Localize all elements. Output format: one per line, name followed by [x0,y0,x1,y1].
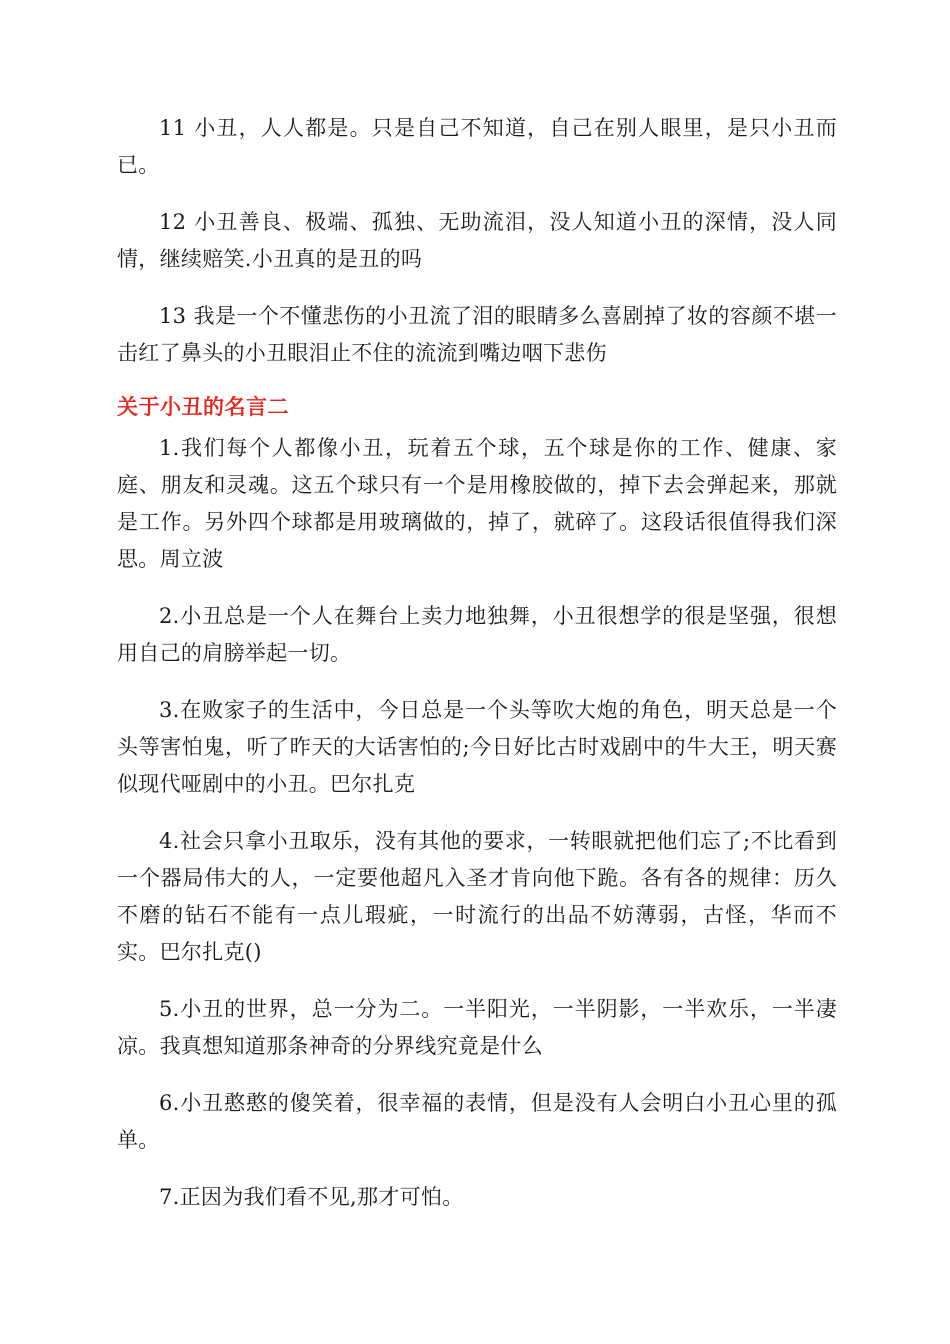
quote-paragraph-5: 5.小丑的世界，总一分为二。一半阳光，一半阴影，一半欢乐，一半凄凉。我真想知道那条神奇的分界线究竟是什么 [117,997,837,1058]
section-heading: 关于小丑的名言二 [117,395,289,419]
quote-paragraph-6: 6.小丑憨憨的傻笑着，很幸福的表情，但是没有人会明白小丑心里的孤单。 [117,1091,837,1152]
quote-paragraph-1: 1.我们每个人都像小丑，玩着五个球，五个球是你的工作、健康、家庭、朋友和灵魂。这五个球只有一个是用橡胶做的，掉下去会弹起来，那就是工作。另外四个球都是用玻璃做的，掉了，就碎了。这段话很值得我们深思。周立波 [117,436,837,571]
quote-paragraph-2: 2.小丑总是一个人在舞台上卖力地独舞，小丑很想学的很是坚强，很想用自己的肩膀举起一切。 [117,604,837,665]
quote-paragraph-13: 13 我是一个不懂悲伤的小丑流了泪的眼睛多么喜剧掉了妆的容颜不堪一击红了鼻头的小丑眼泪止不住的流流到嘴边咽下悲伤 [117,304,837,365]
quote-paragraph-7: 7.正因为我们看不见,那才可怕。 [159,1185,464,1209]
quote-paragraph-3: 3.在败家子的生活中，今日总是一个头等吹大炮的角色，明天总是一个头等害怕鬼，听了昨天的大话害怕的;今日好比古时戏剧中的牛大王，明天赛似现代哑剧中的小丑。巴尔扎克 [117,698,837,796]
document-body [117,110,837,1236]
quote-paragraph-12: 12 小丑善良、极端、孤独、无助流泪，没人知道小丑的深情，没人同情，继续赔笑.小丑真的是丑的吗 [117,210,837,271]
quote-paragraph-4: 4.社会只拿小丑取乐，没有其他的要求，一转眼就把他们忘了;不比看到一个器局伟大的人，一定要他超凡入圣才肯向他下跪。各有各的规律：历久不磨的钻石不能有一点儿瑕疵，一时流行的出品不妨薄弱，古怪，华而不实。巴尔扎克() [117,829,837,964]
quote-paragraph-11: 11 小丑，人人都是。只是自己不知道，自己在别人眼里，是只小丑而已。 [117,116,837,177]
